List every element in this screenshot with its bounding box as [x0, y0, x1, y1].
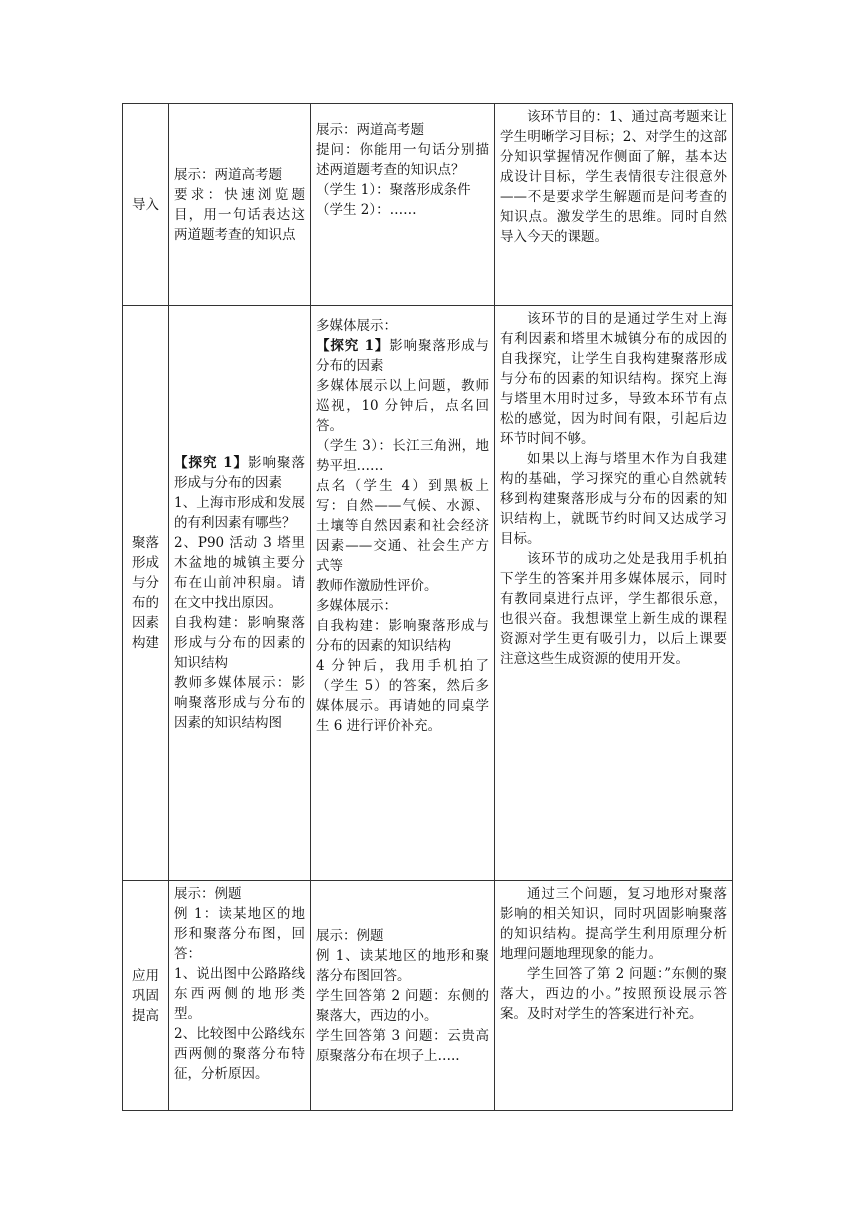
stage-text: 聚落 [132, 535, 159, 551]
stage-cell [123, 306, 169, 881]
cell-paragraph: 该环节的成功之处是我用手机拍下学生的答案并用多媒体展示，同时有教同桌进行点评，学生都很乐意，也很兴奋。我想课堂上新生成的课程资源对学生更有吸引力，以后上课要注意这些生成资源的使用开发。 [500, 551, 727, 667]
cell-paragraph: 展示：例题 [174, 886, 242, 902]
cell-paragraph: 该环节目的：1、通过高考题来让学生明晰学习目标；2、对学生的这部分知识掌握情况作侧面了解，基本达成设计目标，学生表情很专注很意外——不是要求学生解题而是问考查的知识点。激发学生的思维。同时自然导入今天的课题。 [500, 109, 727, 245]
stage-text: 构建 [132, 635, 159, 651]
reflection-cell [495, 881, 733, 1111]
cell-paragraph: （学生 3）：长江三角洲，地势平坦…… [316, 438, 489, 474]
cell-paragraph: 通过三个问题，复习地形对聚落影响的相关知识，同时巩固影响聚落的知识结构。提高学生利用原理分析地理问题地理现象的能力。 [500, 886, 727, 962]
reflection-cell [495, 306, 733, 881]
bold-label: 【探究 1】 [174, 455, 249, 471]
stage-text: 巩固 [132, 987, 159, 1004]
cell-paragraph: （学生 1）：聚落形成条件 [316, 182, 471, 198]
cell-paragraph: 提问：你能用一句话分别描述两道题考查的知识点？ [316, 142, 489, 178]
teacher-activity-cell [311, 104, 495, 306]
stage-cell [123, 881, 169, 1111]
cell-paragraph: 例 1、读某地区的地形和聚落分布图回答。 [316, 947, 489, 984]
cell-paragraph: 学生回答了第 2 问题：”东侧的聚落大，西边的小。”按照预设展示答案。及时对学生的答案进行补充。 [500, 966, 727, 1022]
cell-paragraph: 自我构建：影响聚落形成与分布的因素的知识结构 [174, 615, 305, 671]
table-row [123, 881, 733, 1111]
cell-paragraph: 点名（学生 4）到黑板上写：自然——气候、水源、土壤等自然因素和社会经济因素——交通、社会生产方式等 [316, 478, 489, 574]
table-row [123, 104, 733, 306]
stage-text: 提高 [132, 1007, 159, 1024]
stage-text: 布的 [132, 595, 159, 611]
cell-paragraph: 自我构建：影响聚落形成与分布的因素的知识结构 [316, 618, 489, 654]
cell-paragraph: 2、比较图中公路线东西两侧的聚落分布特征，分析原因。 [174, 1026, 305, 1082]
cell-paragraph: 教师作激励性评价。 [316, 578, 438, 594]
cell-paragraph: 教师多媒体展示：影响聚落形成与分布的因素的知识结构图 [174, 675, 305, 731]
cell-paragraph: 1、上海市形成和发展的有利因素有哪些？ [174, 495, 305, 531]
cell-paragraph: 2、P90 活动 3 塔里木盆地的城镇主要分布在山前冲积扇。请在文中找出原因。 [174, 535, 305, 611]
stage-text: 形成 [132, 555, 159, 571]
cell-paragraph: 要求：快速浏览题目，用一句话表达这两道题考查的知识点 [174, 186, 305, 243]
cell-paragraph: 多媒体展示： [316, 598, 397, 614]
cell-paragraph [316, 336, 489, 376]
cell-paragraph: （学生 2）：…… [316, 202, 417, 218]
cell-paragraph: 如果以上海与塔里木作为自我建构的基础，学习探究的重心自然就转移到构建聚落形成与分布的因素的知识结构上，就既节约时间又达成学习目标。 [500, 451, 727, 547]
teacher-activity-cell [311, 881, 495, 1111]
inline-text: 影响聚落形成与分布的因素 [316, 338, 489, 374]
stage-text: 与分 [132, 575, 159, 591]
reflection-cell [495, 104, 733, 306]
student-activity-cell [169, 104, 311, 306]
stage-text: 应用 [132, 967, 159, 984]
cell-paragraph: 学生回答第 3 问题：云贵高原聚落分布在坝子上….. [316, 1027, 489, 1064]
stage-text: 导入 [132, 196, 159, 213]
bold-label: 【探究 1】 [316, 338, 390, 354]
table-row [123, 306, 733, 881]
cell-paragraph: 多媒体展示以上问题，教师巡视，10 分钟后，点名回答。 [316, 378, 489, 434]
cell-paragraph: 展示：例题 [316, 927, 384, 944]
cell-paragraph: 例 1：读某地区的地形和聚落分布图，回答： [174, 906, 305, 962]
cell-paragraph: 4 分钟后，我用手机拍了（学生 5）的答案，然后多媒体展示。再请她的同桌学生 6 进行评价补充。 [316, 658, 489, 734]
stage-text: 因素 [132, 615, 159, 631]
inline-text: 影响聚落形成与分布的因素 [174, 455, 305, 491]
cell-paragraph: 展示：两道高考题 [316, 122, 424, 138]
cell-paragraph: 多媒体展示： [316, 318, 397, 334]
student-activity-cell [169, 881, 311, 1111]
lesson-plan-table [122, 103, 733, 1111]
cell-paragraph: 展示：两道高考题 [174, 166, 282, 183]
student-activity-cell [169, 306, 311, 881]
cell-paragraph: 该环节的目的是通过学生对上海有利因素和塔里木城镇分布的成因的自我探究，让学生自我构建聚落形成与分布的因素的知识结构。探究上海与塔里木用时过多，导致本环节有点松的感觉，因为时间有限，引起后边环节时间不够。 [500, 311, 727, 447]
teacher-activity-cell [311, 306, 495, 881]
cell-paragraph: 1、说出图中公路路线东西两侧的地形类型。 [174, 966, 305, 1022]
stage-cell [123, 104, 169, 306]
cell-paragraph: 学生回答第 2 问题：东侧的聚落大，西边的小。 [316, 987, 489, 1024]
cell-paragraph [174, 453, 305, 493]
